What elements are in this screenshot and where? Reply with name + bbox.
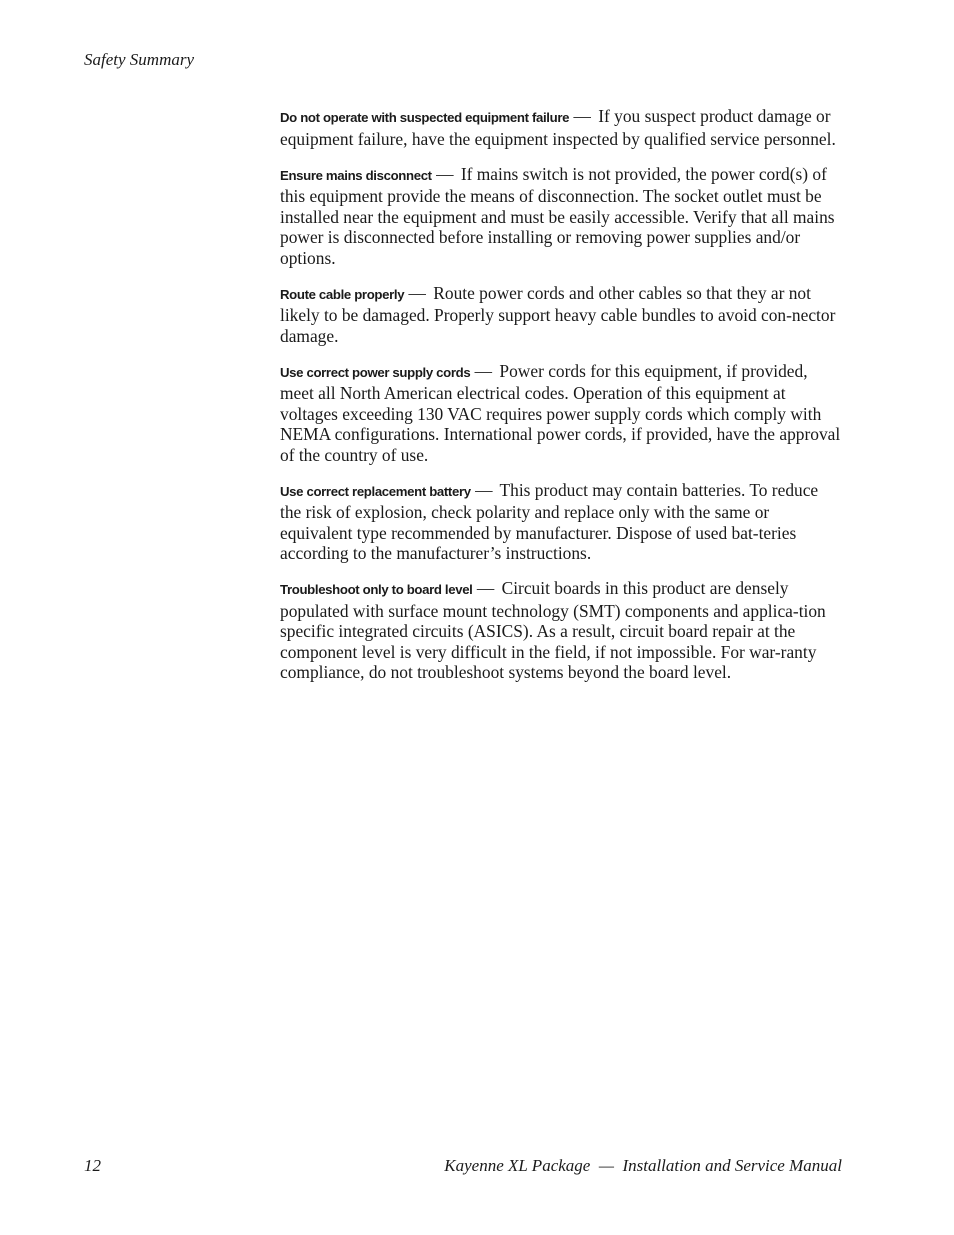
em-dash: — — [474, 360, 493, 381]
safety-item-body: If mains switch is not provided, the power cord(s) of this equipment provide the means of disconnection. The socket outlet must be installed near the equipment and must be easily accessible. Verify that all mains power is disconnected before installing or removing power supplies and/or options. — [280, 163, 835, 268]
em-dash: — — [476, 578, 495, 598]
safety-item — [280, 164, 842, 269]
safety-items — [280, 106, 842, 697]
safety-item — [280, 578, 842, 683]
safety-item-body: Power cords for this equipment, if provided, meet all North American electrical codes. Operation of this equipment at voltages exceeding 130 VAC requires power supply cords which comply with NEMA configurations. International power cords, if provided, have the approval of the country of use. — [280, 360, 841, 465]
safety-item-lead: Use correct replacement battery — [280, 483, 471, 499]
safety-item — [280, 361, 842, 466]
footer-manual-title: Kayenne XL Package — Installation and Service Manual — [444, 1156, 842, 1175]
safety-item — [280, 480, 842, 564]
safety-item-lead: Use correct power supply cords — [280, 364, 471, 380]
safety-item-body: If you suspect product damage or equipment failure, have the equipment inspected by qualified service personnel. — [280, 106, 836, 149]
safety-item-lead: Do not operate with suspected equipment failure — [280, 110, 570, 125]
safety-item-body: This product may contain batteries. To reduce the risk of explosion, check polarity and replace only with the same or equivalent type recommended by manufacturer. Dispose of used bat-teries according to the manufacturer’s instructions. — [280, 479, 819, 563]
em-dash: — — [436, 163, 454, 184]
em-dash: — — [573, 106, 591, 126]
em-dash: — — [475, 479, 493, 500]
em-dash: — — [408, 282, 426, 303]
safety-item-body: Circuit boards in this product are densely populated with surface mount technology (SMT) components and applica-tion specific integrated circuits (ASICS). As a result, circuit board repair at the component level is very difficult in the field, if not impossible. For war-ranty compliance, do not troubleshoot systems beyond the board level. — [280, 578, 826, 682]
safety-item-lead: Route cable properly — [280, 286, 405, 302]
safety-item — [280, 106, 842, 149]
safety-item-lead: Troubleshoot only to board level — [280, 582, 473, 597]
running-head: Safety Summary — [84, 50, 195, 69]
page-number: 12 — [84, 1156, 101, 1175]
safety-item-body: Route power cords and other cables so that they ar not likely to be damaged. Properly support heavy cable bundles to avoid con-nector damage. — [280, 282, 836, 346]
safety-item-lead: Ensure mains disconnect — [280, 167, 432, 183]
safety-item — [280, 283, 842, 347]
